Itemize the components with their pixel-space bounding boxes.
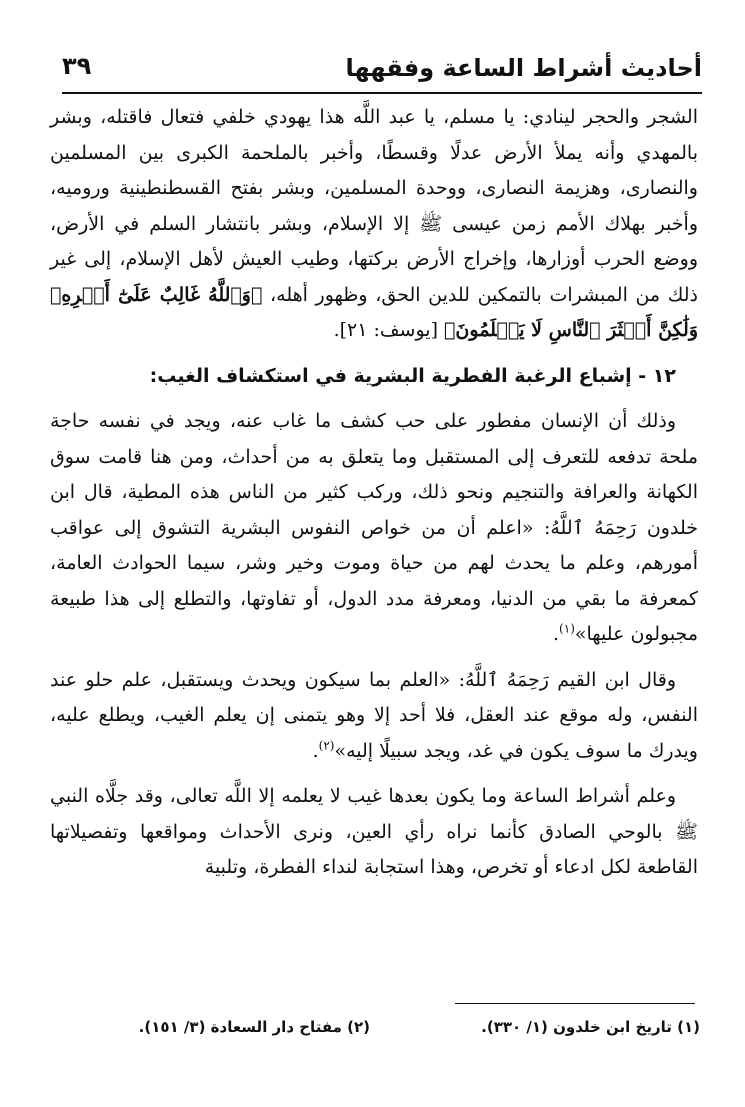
page-header [62,48,702,94]
paragraph-end: . [553,623,560,645]
verse-reference: [يوسف: ٢١]. [333,319,438,341]
paragraph-knowledge-of-signs: وعلم أشراط الساعة وما يكون بعدها غيب لا يعلمه إلا اللَّه تعالى، وقد جلَّاه النبي ﷺ بالوحي الصادق كأنما نراه رأي العين، ونرى الأحداث ومواقعها وتفصيلاتها القاطعة لكل ادعاء أو تخرص، وهذا استجابة لنداء الفطرة، وتلبية [50,785,698,878]
page-body [50,100,698,886]
footnote-ref-1: (١) [559,621,575,636]
footnote-rule [455,1003,695,1004]
section-heading: ١٢ - إشباع الرغبة الفطرية البشرية في استكشاف الغيب: [149,364,676,387]
page-number: ٣٩ [62,52,92,80]
paragraph-end: . [312,739,319,762]
paragraph-text: الشجر والحجر لينادي: يا مسلم، يا عبد اللَّه هذا يهودي خلفي فتعال فاقتله، وبشر بالمهدي وأنه يملأ الأرض عدلًا وقسطًا، وأخبر بالملحمة الكبرى بين المسلمين والنصارى، وهزيمة النصارى، ووحدة المسلمين، وبشر بفتح القسطنطينية وروميه، وأخبر بهلاك الأمم زمن عيسى ﷺ إلا الإسلام، وبشر بانتشار السلم في الأرض، ووضع الحرب أوزارها، وإخراج الأرض بركتها، وطيب العيش لأهل الإسلام، إلى غير ذلك من المبشرات بالتمكين للدين الحق، وظهور أهله، [50,106,699,306]
footnote-2: (٢) مفتاح دار السعادة (٣/ ١٥١). [138,1018,370,1036]
paragraph-text: وقال ابن القيم رَحِمَهُ ٱللَّهُ: «العلم بما سيكون ويحدث ويستقبل، علم حلو عند النفس، وله موقع عند العقل، فلا أحد إلا وهو يتمنى إن يعلم الغيب، ويطلع عليه، ويدرك ما سوف يكون في غد، ويجد سبيلًا إليه» [50,668,698,762]
paragraph-ibn-qayyim [50,663,698,770]
footnote-1: (١) تاريخ ابن خلدون (١/ ٣٣٠). [481,1018,700,1036]
header-rule [62,92,702,94]
paragraph-text: وذلك أن الإنسان مفطور على حب كشف ما غاب عنه، ويجد في نفسه حاجة ملحة تدفعه للتعرف إلى المستقبل وما يتعلق به من أحداث، ومن هنا قامت سوق الكهانة والعرافة والتنجيم ونحو ذلك، وركب كثير من الناس هذه المطية، قال ابن خلدون رَحِمَهُ ٱللَّهُ: «اعلم أن من خواص النفوس البشرية التشوق إلى عواقب أمورهم، وعلم ما يحدث لهم من حياة وموت وخير وشر، سيما الحوادث العامة، كمعرفة ما بقي من الدنيا، ومعرفة مدد الدول، أو تفاوتها، والتطلع إلى هذا طبيعة مجبولون عليها» [50,410,698,645]
running-title: أحاديث أشراط الساعة وفقهها [345,54,702,82]
paragraph-human-nature [50,404,698,653]
footnote-ref-2: (٢) [318,738,335,753]
footnotes [60,1018,700,1048]
quran-verse: ﴿وَٱللَّهُ غَالِبٌ عَلَىٰٓ أَمۡرِهِۦ وَلَٰكِنَّ أَكۡثَرَ ٱلنَّاسِ لَا يَعۡلَمُونَ﴾ [50,283,698,341]
paragraph-signs-of-hour [50,100,698,349]
